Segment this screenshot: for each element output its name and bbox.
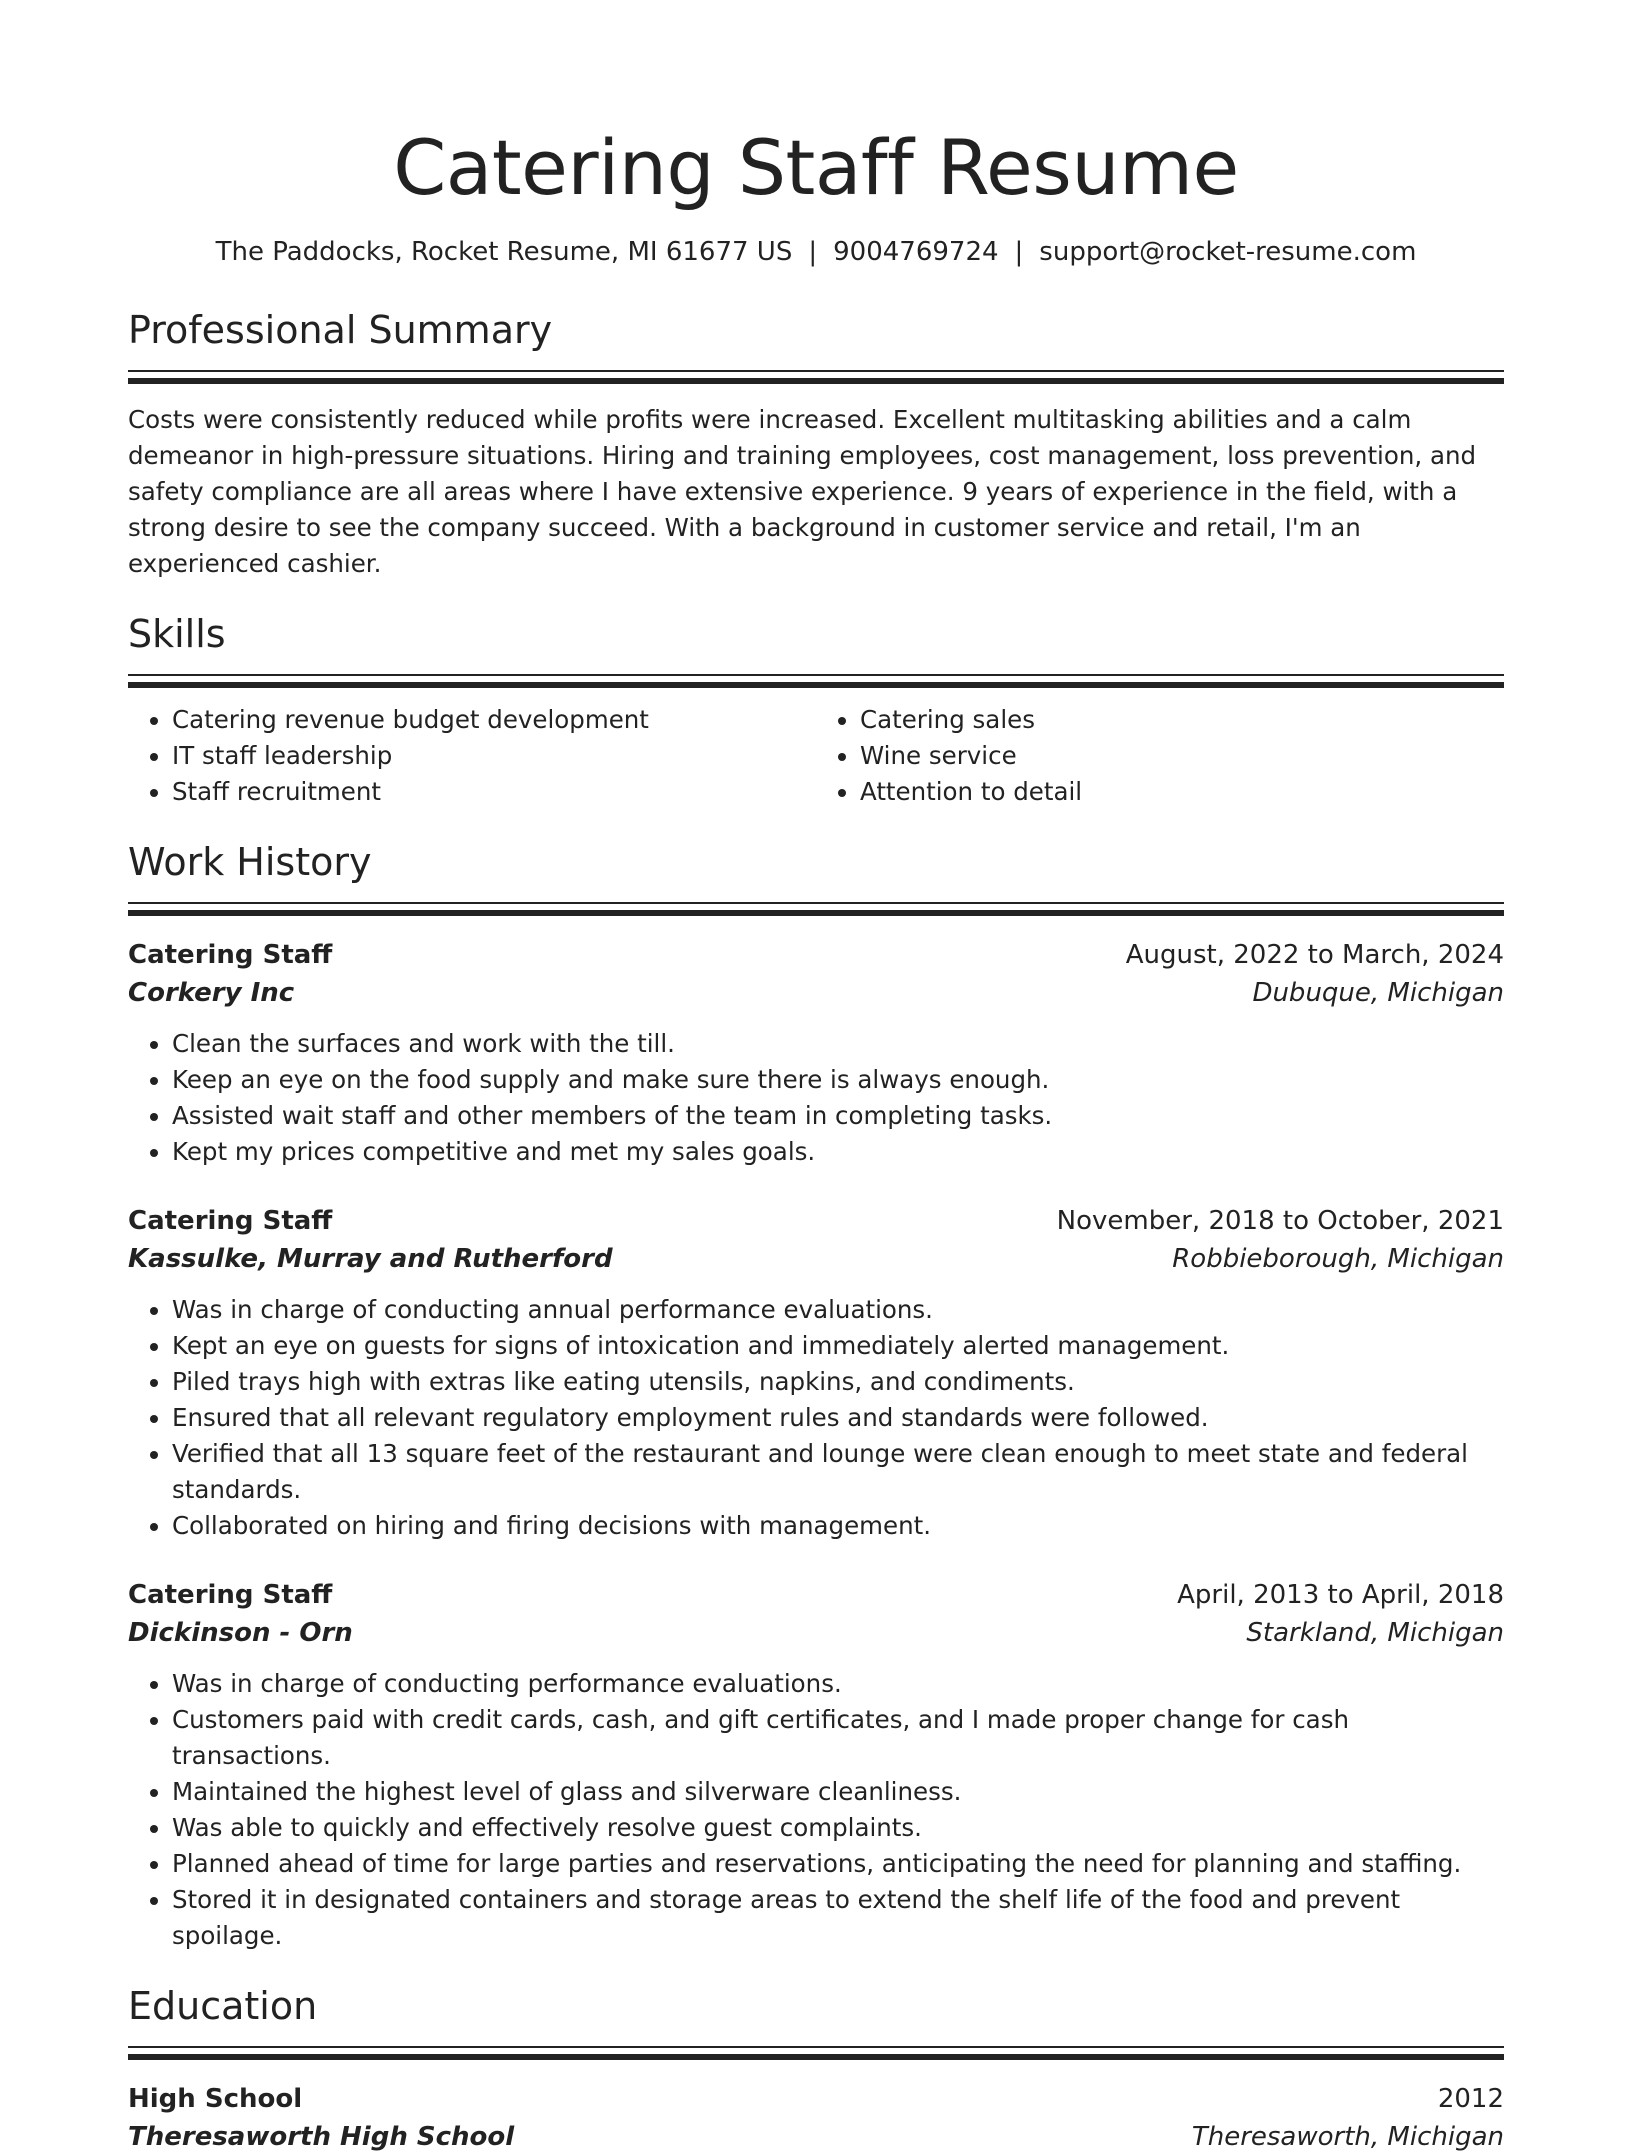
job-bullet: • Stored it in designated containers and storage areas to extend the shelf life of the food and prevent spoilage.	[172, 1882, 1504, 1954]
job-bullet: • Ensured that all relevant regulatory employment rules and standards were followed.	[172, 1400, 1504, 1436]
skill-item: • Wine service	[860, 738, 1504, 774]
job-dates: April, 2013 to April, 2018	[1177, 1580, 1504, 1610]
skills-list	[128, 702, 1504, 810]
skill-item: • Catering revenue budget development	[172, 702, 816, 738]
job-location: Dubuque, Michigan	[1252, 978, 1504, 1008]
summary-heading: Professional Summary	[128, 308, 553, 352]
job-dates: August, 2022 to March, 2024	[1125, 940, 1504, 970]
skill-item: • IT staff leadership	[172, 738, 816, 774]
job-bullets	[128, 1292, 1504, 1544]
contact-line	[128, 234, 1504, 270]
skills-column-right	[816, 702, 1504, 810]
contact-address: The Paddocks, Rocket Resume, MI 61677 US	[215, 237, 793, 267]
job-company: Dickinson - Orn	[128, 1618, 353, 1648]
section-rule	[128, 902, 1504, 916]
job-company: Kassulke, Murray and Rutherford	[128, 1244, 613, 1274]
job-entry	[128, 1576, 1504, 1954]
summary-text: Costs were consistently reduced while profits were increased. Excellent multitasking abilities and a calm demeanor in high-pressure situations. Hiring and training employees, cost management, loss prevention, and safety compliance are all areas where I have extensive experience. 9 years of experience in the field, with a strong desire to see the company succeed. With a background in customer service and retail, I'm an experienced cashier.	[128, 405, 1477, 578]
section-rule	[128, 674, 1504, 688]
job-bullet: • Customers paid with credit cards, cash, and gift certificates, and I made proper change for cash transactions.	[172, 1702, 1504, 1774]
skill-item: • Attention to detail	[860, 774, 1504, 810]
resume-page	[128, 120, 1504, 2156]
skills-section	[128, 610, 1504, 810]
job-bullet: • Clean the surfaces and work with the till.	[172, 1026, 1504, 1062]
job-location: Starkland, Michigan	[1246, 1618, 1504, 1648]
education-heading: Education	[128, 1984, 318, 2028]
work-heading: Work History	[128, 840, 372, 884]
education-location: Theresaworth, Michigan	[1191, 2122, 1504, 2152]
education-year: 2012	[1437, 2084, 1504, 2114]
resume-title: Catering Staff Resume	[393, 123, 1239, 212]
job-bullet: • Assisted wait staff and other members of the team in completing tasks.	[172, 1098, 1504, 1134]
contact-email: support@rocket-resume.com	[1039, 237, 1417, 267]
skill-item: • Staff recruitment	[172, 774, 816, 810]
job-bullets	[128, 1026, 1504, 1170]
job-title: Catering Staff	[128, 1206, 333, 1236]
work-section	[128, 838, 1504, 1954]
job-bullet: • Collaborated on hiring and firing decisions with management.	[172, 1508, 1504, 1544]
job-bullets	[128, 1666, 1504, 1954]
contact-separator: |	[1014, 237, 1024, 267]
job-bullet: • Keep an eye on the food supply and make sure there is always enough.	[172, 1062, 1504, 1098]
job-title: Catering Staff	[128, 1580, 333, 1610]
education-entry	[128, 2080, 1504, 2156]
skill-item: • Catering sales	[860, 702, 1504, 738]
job-location: Robbieborough, Michigan	[1172, 1244, 1504, 1274]
job-company: Corkery Inc	[128, 978, 295, 1008]
skills-column-left	[128, 702, 816, 810]
job-entry	[128, 1202, 1504, 1544]
job-bullet: • Was in charge of conducting annual performance evaluations.	[172, 1292, 1504, 1328]
job-bullet: • Kept an eye on guests for signs of intoxication and immediately alerted management.	[172, 1328, 1504, 1364]
contact-separator: |	[808, 237, 818, 267]
job-bullet: • Was able to quickly and effectively resolve guest complaints.	[172, 1810, 1504, 1846]
summary-section	[128, 306, 1504, 582]
job-bullet: • Kept my prices competitive and met my sales goals.	[172, 1134, 1504, 1170]
job-title: Catering Staff	[128, 940, 333, 970]
job-bullet: • Piled trays high with extras like eating utensils, napkins, and condiments.	[172, 1364, 1504, 1400]
section-rule	[128, 370, 1504, 384]
job-bullet: • Planned ahead of time for large parties and reservations, anticipating the need for planning and staffing.	[172, 1846, 1504, 1882]
education-school: Theresaworth High School	[128, 2122, 515, 2152]
job-entry	[128, 936, 1504, 1170]
job-bullet: • Verified that all 13 square feet of the restaurant and lounge were clean enough to meet state and federal standards.	[172, 1436, 1504, 1508]
education-degree: High School	[128, 2084, 303, 2114]
job-bullet: • Was in charge of conducting performance evaluations.	[172, 1666, 1504, 1702]
section-rule	[128, 2046, 1504, 2060]
job-dates: November, 2018 to October, 2021	[1056, 1206, 1504, 1236]
skills-heading: Skills	[128, 612, 226, 656]
contact-phone: 9004769724	[833, 237, 999, 267]
job-bullet: • Maintained the highest level of glass and silverware cleanliness.	[172, 1774, 1504, 1810]
education-section	[128, 1982, 1504, 2156]
